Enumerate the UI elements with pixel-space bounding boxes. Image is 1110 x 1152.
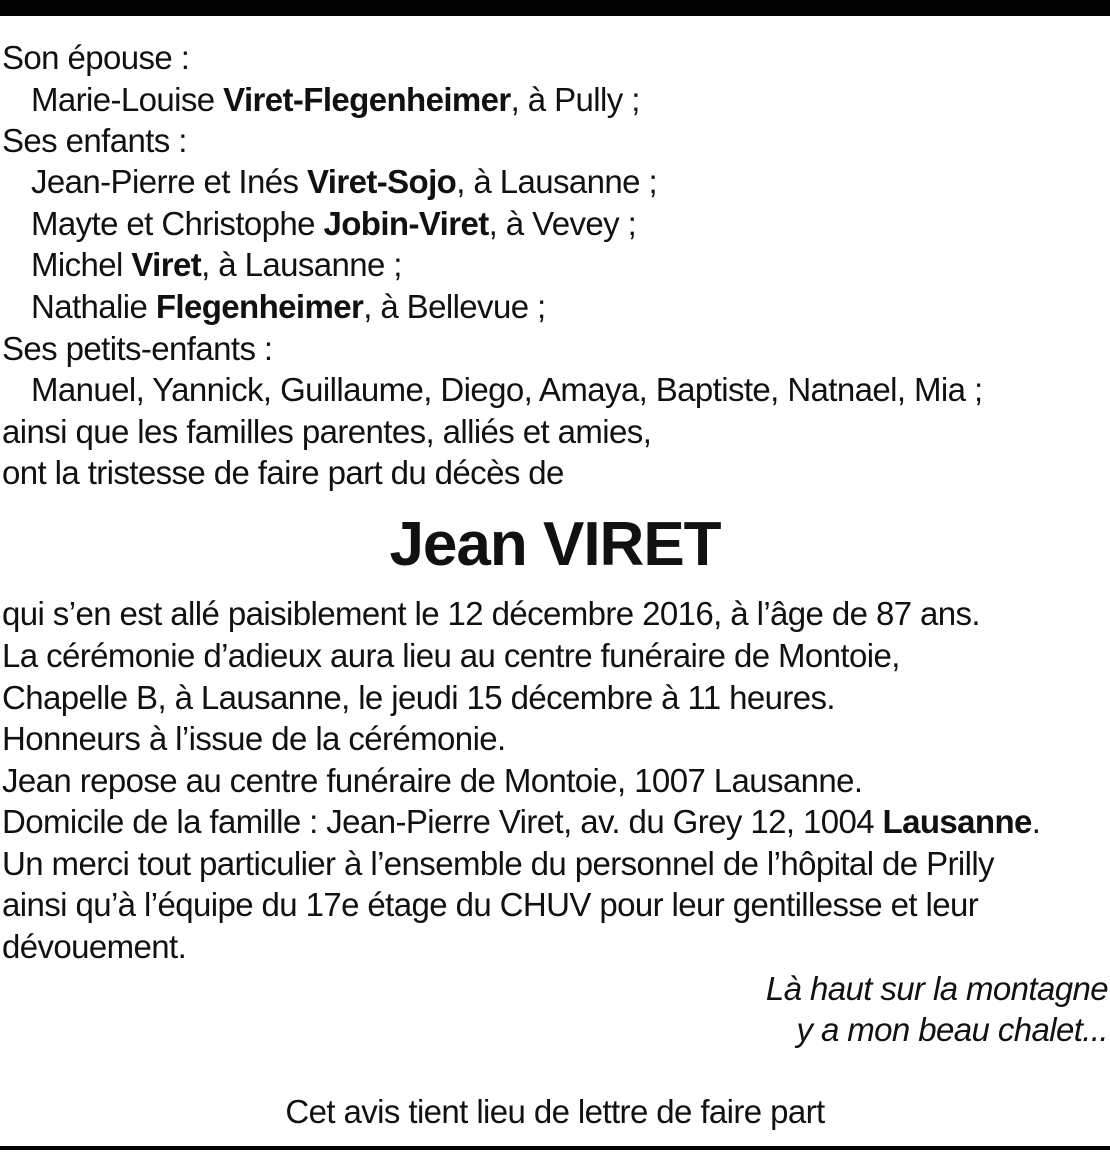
child-surname: Jobin-Viret	[323, 205, 489, 242]
grandchildren-heading: Ses petits-enfants :	[2, 330, 273, 367]
family-address-post: .	[1031, 803, 1041, 840]
top-border-rule	[0, 0, 1110, 16]
deceased-name: Jean VIRET	[389, 510, 721, 579]
child-line-post: , à Bellevue ;	[363, 288, 546, 325]
grandchildren-list: Manuel, Yannick, Guillaume, Diego, Amaya, Baptiste, Natnael, Mia ;	[31, 371, 983, 408]
bottom-border-rule	[0, 1146, 1110, 1150]
child-line	[31, 162, 657, 202]
thanks-line: Un merci tout particulier à l’ensemble du personnel de l’hôpital de Prilly	[2, 845, 994, 882]
spouse-line-pre: Marie-Louise	[31, 81, 224, 118]
announcement-line: ont la tristesse de faire part du décès de	[2, 454, 564, 491]
child-line-pre: Mayte et Christophe	[31, 205, 324, 242]
spouse-line	[31, 80, 640, 120]
family-address-pre: Domicile de la famille : Jean-Pierre Viret, av. du Grey 12, 1004	[2, 803, 883, 840]
child-surname: Viret-Sojo	[306, 163, 457, 200]
rest-location: Jean repose au centre funéraire de Montoie, 1007 Lausanne.	[2, 762, 863, 799]
child-surname: Flegenheimer	[155, 288, 364, 325]
family-address	[2, 802, 1040, 842]
child-line-pre: Michel	[31, 246, 132, 283]
footer-note: Cet avis tient lieu de lettre de faire part	[285, 1093, 825, 1130]
child-line-post: , à Vevey ;	[488, 205, 637, 242]
child-line-post: , à Lausanne ;	[201, 246, 402, 283]
spouse-heading: Son épouse :	[2, 39, 190, 76]
thanks-line: ainsi qu’à l’équipe du 17e étage du CHUV pour leur gentillesse et leur	[2, 886, 979, 923]
honours-line: Honneurs à l’issue de la cérémonie.	[2, 720, 506, 757]
child-line	[31, 245, 402, 285]
child-line-post: , à Lausanne ;	[456, 163, 658, 200]
spouse-surname: Viret-Flegenheimer	[223, 81, 511, 118]
children-heading: Ses enfants :	[2, 122, 187, 159]
closing-quote-line: y a mon beau chalet...	[796, 1011, 1108, 1048]
passing-details: qui s’en est allé paisiblement le 12 décembre 2016, à l’âge de 87 ans.	[2, 595, 981, 632]
closing-quote-line: Là haut sur la montagne	[765, 970, 1108, 1007]
family-address-city: Lausanne	[882, 803, 1032, 840]
relatives-line: ainsi que les familles parentes, alliés et amies,	[2, 413, 652, 450]
spouse-line-post: , à Pully ;	[510, 81, 640, 118]
child-line	[31, 204, 636, 244]
thanks-line: dévouement.	[2, 928, 187, 965]
ceremony-location: La cérémonie d’adieux aura lieu au centre funéraire de Montoie,	[2, 637, 900, 674]
child-line-pre: Nathalie	[31, 288, 156, 325]
ceremony-time: Chapelle B, à Lausanne, le jeudi 15 décembre à 11 heures.	[2, 679, 835, 716]
child-line	[31, 287, 546, 327]
child-line-pre: Jean-Pierre et Inés	[31, 163, 307, 200]
child-surname: Viret	[131, 246, 202, 283]
